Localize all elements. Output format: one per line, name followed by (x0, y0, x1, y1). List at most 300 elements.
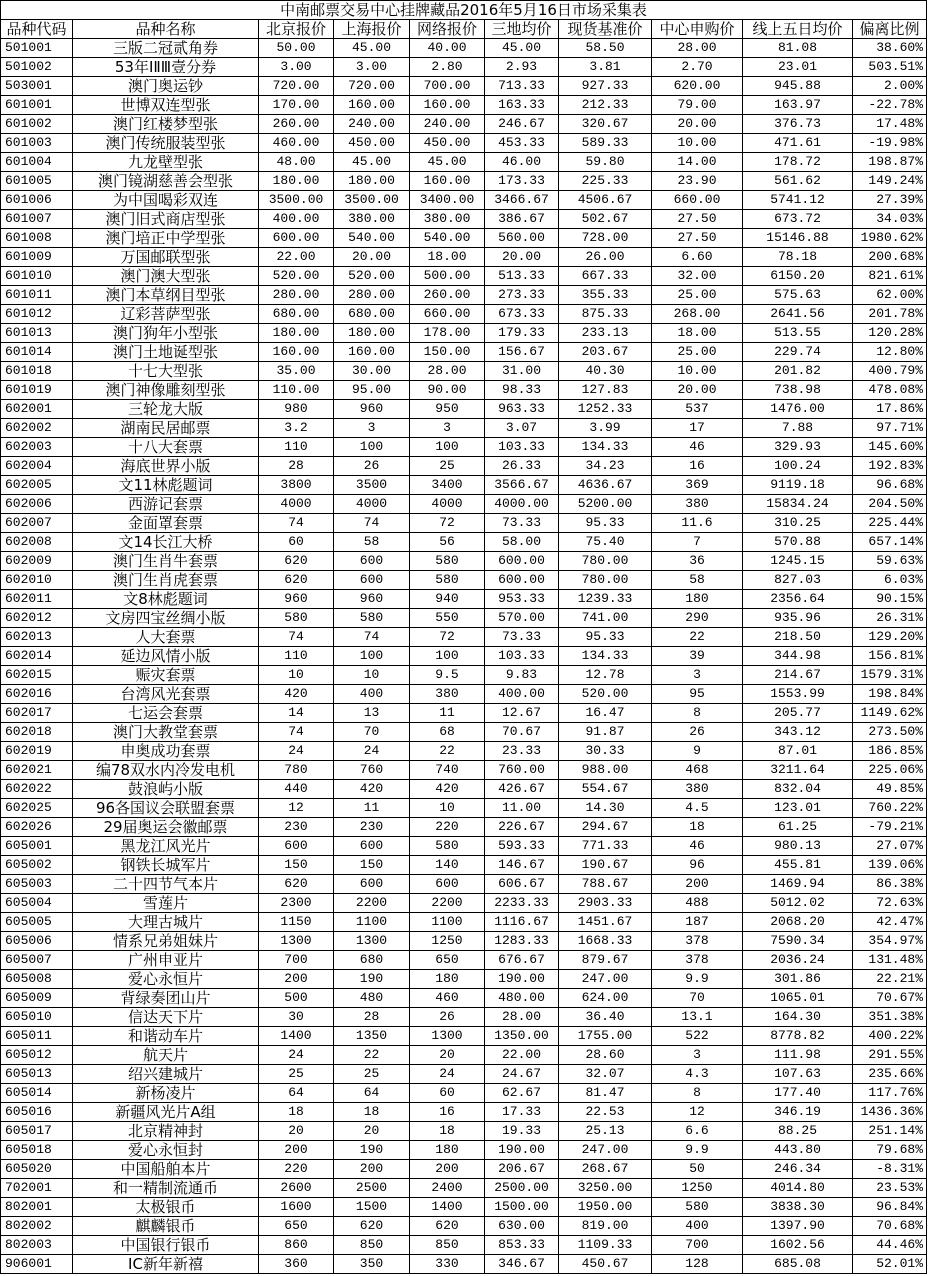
table-row (1, 723, 927, 742)
cell-spot-benchmark-price: 1109.33 (559, 1236, 652, 1255)
cell-online-price: 850 (410, 1236, 485, 1255)
cell-beijing-price: 3800 (259, 476, 334, 495)
cell-code: 602006 (1, 495, 73, 514)
cell-average-price: 963.33 (485, 400, 559, 419)
cell-spot-benchmark-price: 58.50 (559, 39, 652, 58)
cell-code: 601003 (1, 134, 73, 153)
cell-deviation-ratio: 129.20% (853, 628, 927, 647)
cell-name: 广州申亚片 (73, 951, 259, 970)
cell-name: 为中国喝彩双连 (73, 191, 259, 210)
cell-online-price: 11 (410, 704, 485, 723)
cell-online-price: 68 (410, 723, 485, 742)
cell-code: 602016 (1, 685, 73, 704)
cell-online-5day-average: 163.97 (743, 96, 853, 115)
cell-deviation-ratio: 52.01% (853, 1255, 927, 1274)
table-row (1, 1122, 927, 1141)
table-row (1, 248, 927, 267)
column-header-deviation-ratio: 偏离比例 (853, 20, 927, 39)
cell-center-subscription-price: 58 (652, 571, 743, 590)
cell-deviation-ratio: 192.83% (853, 457, 927, 476)
table-row (1, 780, 927, 799)
table-row (1, 1179, 927, 1198)
cell-deviation-ratio: 79.68% (853, 1141, 927, 1160)
cell-deviation-ratio: 351.38% (853, 1008, 927, 1027)
cell-average-price: 346.67 (485, 1255, 559, 1274)
cell-code: 605014 (1, 1084, 73, 1103)
cell-online-5day-average: 1065.01 (743, 989, 853, 1008)
cell-beijing-price: 14 (259, 704, 334, 723)
cell-average-price: 953.33 (485, 590, 559, 609)
cell-shanghai-price: 600 (334, 552, 410, 571)
cell-center-subscription-price: 26 (652, 723, 743, 742)
cell-spot-benchmark-price: 320.67 (559, 115, 652, 134)
cell-online-price: 150.00 (410, 343, 485, 362)
table-row (1, 39, 927, 58)
cell-code: 503001 (1, 77, 73, 96)
cell-name: 澳门神像雕刻型张 (73, 381, 259, 400)
cell-online-price: 380 (410, 685, 485, 704)
column-header-center-subscription-price: 中心申购价 (652, 20, 743, 39)
cell-spot-benchmark-price: 203.67 (559, 343, 652, 362)
cell-center-subscription-price: 11.6 (652, 514, 743, 533)
cell-name: 赈灾套票 (73, 666, 259, 685)
cell-beijing-price: 48.00 (259, 153, 334, 172)
cell-center-subscription-price: 95 (652, 685, 743, 704)
cell-code: 605010 (1, 1008, 73, 1027)
cell-average-price: 103.33 (485, 647, 559, 666)
cell-deviation-ratio: 354.97% (853, 932, 927, 951)
table-row (1, 419, 927, 438)
cell-shanghai-price: 600 (334, 875, 410, 894)
cell-center-subscription-price: 488 (652, 894, 743, 913)
cell-name: 中国银行银币 (73, 1236, 259, 1255)
cell-center-subscription-price: 378 (652, 932, 743, 951)
cell-beijing-price: 420 (259, 685, 334, 704)
cell-average-price: 560.00 (485, 229, 559, 248)
cell-spot-benchmark-price: 4506.67 (559, 191, 652, 210)
cell-center-subscription-price: 28.00 (652, 39, 743, 58)
cell-beijing-price: 2600 (259, 1179, 334, 1198)
cell-shanghai-price: 3.00 (334, 58, 410, 77)
table-row (1, 647, 927, 666)
cell-center-subscription-price: 23.90 (652, 172, 743, 191)
cell-beijing-price: 110 (259, 438, 334, 457)
cell-code: 601001 (1, 96, 73, 115)
cell-center-subscription-price: 290 (652, 609, 743, 628)
cell-deviation-ratio: 821.61% (853, 267, 927, 286)
cell-code: 601005 (1, 172, 73, 191)
cell-deviation-ratio: 120.28% (853, 324, 927, 343)
cell-shanghai-price: 420 (334, 780, 410, 799)
cell-code: 602013 (1, 628, 73, 647)
cell-deviation-ratio: 145.60% (853, 438, 927, 457)
cell-center-subscription-price: 380 (652, 495, 743, 514)
cell-deviation-ratio: 131.48% (853, 951, 927, 970)
cell-online-5day-average: 1397.90 (743, 1217, 853, 1236)
cell-deviation-ratio: 12.80% (853, 343, 927, 362)
cell-shanghai-price: 45.00 (334, 39, 410, 58)
table-row (1, 476, 927, 495)
cell-code: 802003 (1, 1236, 73, 1255)
cell-code: 605001 (1, 837, 73, 856)
cell-online-5day-average: 329.93 (743, 438, 853, 457)
cell-beijing-price: 18 (259, 1103, 334, 1122)
cell-deviation-ratio: 17.86% (853, 400, 927, 419)
cell-code: 601002 (1, 115, 73, 134)
cell-name: 太极银币 (73, 1198, 259, 1217)
cell-average-price: 22.00 (485, 1046, 559, 1065)
cell-center-subscription-price: 79.00 (652, 96, 743, 115)
table-row (1, 324, 927, 343)
cell-center-subscription-price: 660.00 (652, 191, 743, 210)
cell-name: 信达天下片 (73, 1008, 259, 1027)
table-title: 中南邮票交易中心挂牌藏品2016年5月16日市场采集表 (1, 1, 927, 20)
cell-shanghai-price: 18 (334, 1103, 410, 1122)
cell-online-price: 1100 (410, 913, 485, 932)
cell-online-price: 45.00 (410, 153, 485, 172)
cell-code: 605013 (1, 1065, 73, 1084)
cell-spot-benchmark-price: 1451.67 (559, 913, 652, 932)
cell-deviation-ratio: 6.03% (853, 571, 927, 590)
cell-name: 鼓浪屿小版 (73, 780, 259, 799)
cell-name: 九龙壁型张 (73, 153, 259, 172)
cell-online-price: 700.00 (410, 77, 485, 96)
cell-shanghai-price: 3500 (334, 476, 410, 495)
cell-center-subscription-price: 537 (652, 400, 743, 419)
table-row (1, 115, 927, 134)
cell-shanghai-price: 45.00 (334, 153, 410, 172)
cell-name: 二十四节气本片 (73, 875, 259, 894)
cell-code: 602007 (1, 514, 73, 533)
cell-center-subscription-price: 12 (652, 1103, 743, 1122)
cell-code: 602014 (1, 647, 73, 666)
table-row (1, 229, 927, 248)
cell-deviation-ratio: 117.76% (853, 1084, 927, 1103)
column-header-spot-benchmark-price: 现货基准价 (559, 20, 652, 39)
cell-name: 新疆风光片A组 (73, 1103, 259, 1122)
cell-shanghai-price: 28 (334, 1008, 410, 1027)
cell-code: 605020 (1, 1160, 73, 1179)
cell-beijing-price: 360 (259, 1255, 334, 1274)
cell-shanghai-price: 960 (334, 590, 410, 609)
column-header-online-5day-average: 线上五日均价 (743, 20, 853, 39)
cell-online-price: 4000 (410, 495, 485, 514)
cell-center-subscription-price: 180 (652, 590, 743, 609)
cell-online-5day-average: 2036.24 (743, 951, 853, 970)
cell-deviation-ratio: -22.78% (853, 96, 927, 115)
cell-deviation-ratio: 201.78% (853, 305, 927, 324)
cell-online-5day-average: 81.08 (743, 39, 853, 58)
cell-shanghai-price: 2500 (334, 1179, 410, 1198)
cell-center-subscription-price: 268.00 (652, 305, 743, 324)
cell-name: 人大套票 (73, 628, 259, 647)
cell-shanghai-price: 25 (334, 1065, 410, 1084)
cell-deviation-ratio: 198.87% (853, 153, 927, 172)
cell-online-price: 72 (410, 514, 485, 533)
cell-beijing-price: 22.00 (259, 248, 334, 267)
cell-online-5day-average: 561.62 (743, 172, 853, 191)
cell-name: 十七大型张 (73, 362, 259, 381)
cell-shanghai-price: 450.00 (334, 134, 410, 153)
cell-shanghai-price: 580 (334, 609, 410, 628)
cell-code: 602019 (1, 742, 73, 761)
cell-average-price: 58.00 (485, 533, 559, 552)
cell-center-subscription-price: 25.00 (652, 286, 743, 305)
cell-name: 澳门生肖虎套票 (73, 571, 259, 590)
cell-shanghai-price: 24 (334, 742, 410, 761)
cell-average-price: 760.00 (485, 761, 559, 780)
cell-spot-benchmark-price: 520.00 (559, 685, 652, 704)
cell-beijing-price: 110.00 (259, 381, 334, 400)
cell-average-price: 62.67 (485, 1084, 559, 1103)
cell-shanghai-price: 20.00 (334, 248, 410, 267)
cell-spot-benchmark-price: 5200.00 (559, 495, 652, 514)
cell-name: 澳门大教堂套票 (73, 723, 259, 742)
column-header-average-price: 三地均价 (485, 20, 559, 39)
cell-beijing-price: 3500.00 (259, 191, 334, 210)
cell-deviation-ratio: 90.15% (853, 590, 927, 609)
cell-online-price: 580 (410, 571, 485, 590)
cell-code: 601004 (1, 153, 73, 172)
cell-name: IC新年新禧 (73, 1255, 259, 1274)
cell-shanghai-price: 95.00 (334, 381, 410, 400)
cell-beijing-price: 720.00 (259, 77, 334, 96)
cell-beijing-price: 200 (259, 970, 334, 989)
cell-shanghai-price: 190 (334, 970, 410, 989)
cell-online-5day-average: 78.18 (743, 248, 853, 267)
cell-code: 602004 (1, 457, 73, 476)
cell-average-price: 1283.33 (485, 932, 559, 951)
cell-name: 金面罩套票 (73, 514, 259, 533)
cell-name: 西游记套票 (73, 495, 259, 514)
cell-name: 文8林彪题词 (73, 590, 259, 609)
cell-code: 602008 (1, 533, 73, 552)
cell-code: 602009 (1, 552, 73, 571)
cell-shanghai-price: 70 (334, 723, 410, 742)
cell-average-price: 1350.00 (485, 1027, 559, 1046)
cell-online-price: 16 (410, 1103, 485, 1122)
cell-average-price: 17.33 (485, 1103, 559, 1122)
cell-name: 澳门澳大型张 (73, 267, 259, 286)
table-row (1, 628, 927, 647)
cell-average-price: 676.67 (485, 951, 559, 970)
cell-online-5day-average: 107.63 (743, 1065, 853, 1084)
cell-deviation-ratio: 62.00% (853, 286, 927, 305)
cell-deviation-ratio: 198.84% (853, 685, 927, 704)
cell-shanghai-price: 13 (334, 704, 410, 723)
cell-beijing-price: 620 (259, 571, 334, 590)
cell-online-price: 500.00 (410, 267, 485, 286)
cell-online-price: 2400 (410, 1179, 485, 1198)
cell-deviation-ratio: 251.14% (853, 1122, 927, 1141)
cell-code: 601010 (1, 267, 73, 286)
cell-spot-benchmark-price: 14.30 (559, 799, 652, 818)
cell-name: 澳门生肖牛套票 (73, 552, 259, 571)
cell-beijing-price: 160.00 (259, 343, 334, 362)
cell-deviation-ratio: 400.22% (853, 1027, 927, 1046)
cell-deviation-ratio: 17.48% (853, 115, 927, 134)
cell-shanghai-price: 180.00 (334, 172, 410, 191)
table-row (1, 894, 927, 913)
cell-spot-benchmark-price: 40.30 (559, 362, 652, 381)
cell-beijing-price: 4000 (259, 495, 334, 514)
cell-online-5day-average: 1476.00 (743, 400, 853, 419)
cell-online-price: 580 (410, 837, 485, 856)
cell-online-price: 450.00 (410, 134, 485, 153)
cell-code: 906001 (1, 1255, 73, 1274)
cell-name: 北京精神封 (73, 1122, 259, 1141)
table-row (1, 153, 927, 172)
cell-beijing-price: 1600 (259, 1198, 334, 1217)
column-header-code: 品种代码 (1, 20, 73, 39)
cell-spot-benchmark-price: 30.33 (559, 742, 652, 761)
cell-average-price: 31.00 (485, 362, 559, 381)
cell-spot-benchmark-price: 728.00 (559, 229, 652, 248)
cell-shanghai-price: 1300 (334, 932, 410, 951)
cell-average-price: 606.67 (485, 875, 559, 894)
cell-center-subscription-price: 187 (652, 913, 743, 932)
cell-code: 602025 (1, 799, 73, 818)
cell-shanghai-price: 11 (334, 799, 410, 818)
cell-average-price: 513.33 (485, 267, 559, 286)
column-header-online-price: 网络报价 (410, 20, 485, 39)
cell-shanghai-price: 100 (334, 647, 410, 666)
cell-online-5day-average: 7.88 (743, 419, 853, 438)
table-row (1, 1236, 927, 1255)
cell-beijing-price: 64 (259, 1084, 334, 1103)
cell-center-subscription-price: 1250 (652, 1179, 743, 1198)
cell-beijing-price: 780 (259, 761, 334, 780)
cell-center-subscription-price: 6.6 (652, 1122, 743, 1141)
cell-online-price: 1250 (410, 932, 485, 951)
cell-average-price: 70.67 (485, 723, 559, 742)
cell-average-price: 9.83 (485, 666, 559, 685)
table-row (1, 286, 927, 305)
cell-shanghai-price: 74 (334, 514, 410, 533)
cell-code: 605011 (1, 1027, 73, 1046)
cell-beijing-price: 60 (259, 533, 334, 552)
cell-average-price: 713.33 (485, 77, 559, 96)
cell-center-subscription-price: 8 (652, 704, 743, 723)
table-body (1, 39, 927, 1274)
cell-shanghai-price: 480 (334, 989, 410, 1008)
cell-spot-benchmark-price: 91.87 (559, 723, 652, 742)
cell-average-price: 4000.00 (485, 495, 559, 514)
cell-name: 延边风情小版 (73, 647, 259, 666)
cell-beijing-price: 3.00 (259, 58, 334, 77)
cell-code: 802001 (1, 1198, 73, 1217)
cell-online-5day-average: 1602.56 (743, 1236, 853, 1255)
cell-code: 501002 (1, 58, 73, 77)
cell-code: 802002 (1, 1217, 73, 1236)
cell-online-5day-average: 738.98 (743, 381, 853, 400)
cell-shanghai-price: 1100 (334, 913, 410, 932)
cell-shanghai-price: 240.00 (334, 115, 410, 134)
cell-code: 602003 (1, 438, 73, 457)
cell-deviation-ratio: 200.68% (853, 248, 927, 267)
cell-average-price: 28.00 (485, 1008, 559, 1027)
cell-center-subscription-price: 200 (652, 875, 743, 894)
cell-name: 绍兴建城片 (73, 1065, 259, 1084)
table-row (1, 533, 927, 552)
cell-spot-benchmark-price: 927.33 (559, 77, 652, 96)
cell-spot-benchmark-price: 875.33 (559, 305, 652, 324)
cell-online-price: 260.00 (410, 286, 485, 305)
cell-code: 602021 (1, 761, 73, 780)
table-row (1, 818, 927, 837)
cell-code: 601018 (1, 362, 73, 381)
cell-name: 澳门镜湖慈善会型张 (73, 172, 259, 191)
cell-deviation-ratio: 27.39% (853, 191, 927, 210)
cell-name: 53年ⅠⅡⅢ壹分券 (73, 58, 259, 77)
table-row (1, 856, 927, 875)
cell-name: 七运会套票 (73, 704, 259, 723)
cell-average-price: 2233.33 (485, 894, 559, 913)
cell-average-price: 173.33 (485, 172, 559, 191)
cell-code: 605004 (1, 894, 73, 913)
cell-shanghai-price: 540.00 (334, 229, 410, 248)
table-row (1, 875, 927, 894)
cell-beijing-price: 400.00 (259, 210, 334, 229)
cell-online-5day-average: 201.82 (743, 362, 853, 381)
cell-spot-benchmark-price: 34.23 (559, 457, 652, 476)
cell-beijing-price: 460.00 (259, 134, 334, 153)
cell-center-subscription-price: 70 (652, 989, 743, 1008)
cell-center-subscription-price: 20.00 (652, 115, 743, 134)
table-row (1, 1065, 927, 1084)
cell-beijing-price: 960 (259, 590, 334, 609)
cell-name: 海底世界小版 (73, 457, 259, 476)
cell-name: 十八大套票 (73, 438, 259, 457)
cell-center-subscription-price: 378 (652, 951, 743, 970)
cell-beijing-price: 28 (259, 457, 334, 476)
cell-shanghai-price: 26 (334, 457, 410, 476)
cell-average-price: 426.67 (485, 780, 559, 799)
cell-beijing-price: 220 (259, 1160, 334, 1179)
table-row (1, 77, 927, 96)
cell-name: 澳门土地诞型张 (73, 343, 259, 362)
table-row (1, 134, 927, 153)
cell-beijing-price: 3.2 (259, 419, 334, 438)
cell-name: 96各国议会联盟套票 (73, 799, 259, 818)
cell-name: 澳门奥运钞 (73, 77, 259, 96)
cell-online-price: 620 (410, 1217, 485, 1236)
cell-shanghai-price: 74 (334, 628, 410, 647)
cell-center-subscription-price: 9.9 (652, 1141, 743, 1160)
cell-online-5day-average: 443.80 (743, 1141, 853, 1160)
cell-deviation-ratio: -79.21% (853, 818, 927, 837)
cell-average-price: 853.33 (485, 1236, 559, 1255)
cell-shanghai-price: 760 (334, 761, 410, 780)
table-row (1, 191, 927, 210)
cell-spot-benchmark-price: 75.40 (559, 533, 652, 552)
cell-deviation-ratio: 72.63% (853, 894, 927, 913)
cell-code: 602001 (1, 400, 73, 419)
cell-online-5day-average: 570.88 (743, 533, 853, 552)
cell-online-price: 940 (410, 590, 485, 609)
cell-deviation-ratio: 44.46% (853, 1236, 927, 1255)
cell-beijing-price: 280.00 (259, 286, 334, 305)
cell-online-5day-average: 9119.18 (743, 476, 853, 495)
cell-shanghai-price: 100 (334, 438, 410, 457)
cell-online-5day-average: 100.24 (743, 457, 853, 476)
cell-code: 602015 (1, 666, 73, 685)
cell-deviation-ratio: 70.67% (853, 989, 927, 1008)
cell-deviation-ratio: 49.85% (853, 780, 927, 799)
cell-average-price: 2500.00 (485, 1179, 559, 1198)
cell-average-price: 179.33 (485, 324, 559, 343)
cell-deviation-ratio: 186.85% (853, 742, 927, 761)
